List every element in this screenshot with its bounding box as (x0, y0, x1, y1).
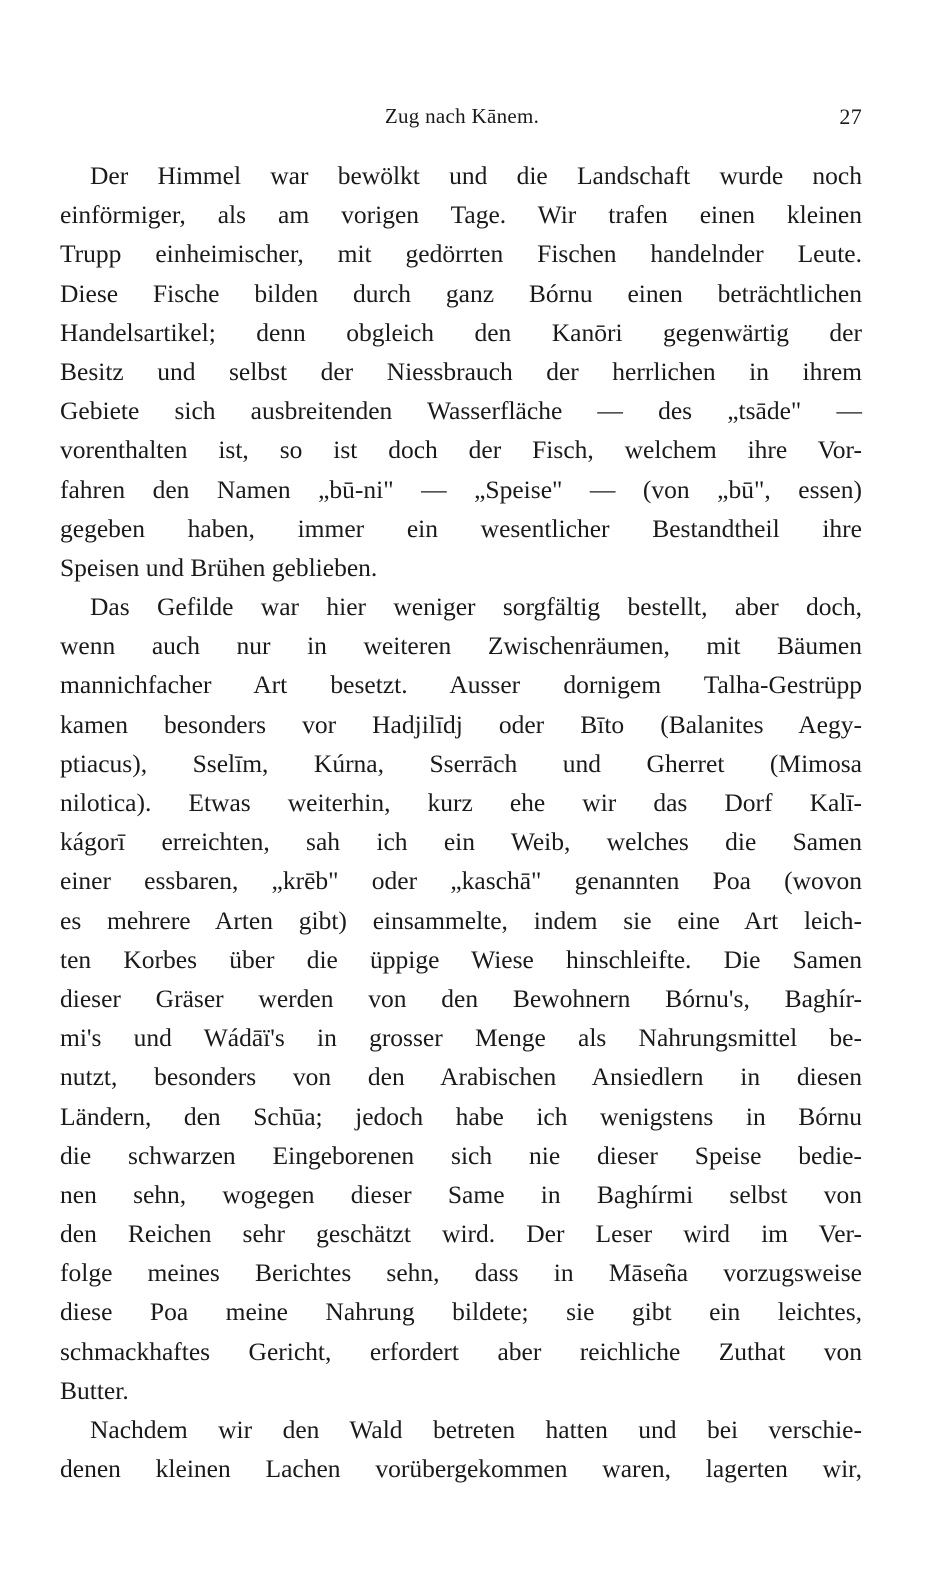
text-line: nutzt, besonders von den Arabischen Ansiedlern in diesen (60, 1062, 862, 1092)
text-line: mannichfacher Art besetzt. Ausser dornigem Talha-Gestrüpp (60, 670, 862, 700)
text-line: Das Gefilde war hier weniger sorgfältig bestellt, aber doch, (90, 592, 862, 622)
text-line: die schwarzen Eingeborenen sich nie dieser Speise bedie- (60, 1140, 862, 1170)
text-line: einer essbaren, „krēb" oder „kaschā" genannten Poa (wovon (60, 866, 862, 896)
text-line: wenn auch nur in weiteren Zwischenräumen, mit Bäumen (60, 631, 862, 661)
text-line: dieser Gräser werden von den Bewohnern Bórnu's, Baghír- (60, 983, 862, 1013)
text-line: kágorī erreichten, sah ich ein Weib, welches die Samen (60, 827, 862, 857)
text-line: gegeben haben, immer ein wesentlicher Bestandtheil ihre (60, 513, 862, 543)
text-line: schmackhaftes Gericht, erfordert aber reichliche Zuthat von (60, 1336, 862, 1366)
text-line: nilotica). Etwas weiterhin, kurz ehe wir das Dorf Kalī- (60, 788, 862, 817)
text-line: es mehrere Arten gibt) einsammelte, indem sie eine Art leich- (60, 905, 862, 935)
running-title: Zug nach Kānem. (384, 104, 540, 128)
text-line: Butter. (60, 1375, 129, 1405)
text-line: Ländern, den Schūa; jedoch habe ich wenigstens in Bórnu (60, 1101, 862, 1131)
text-line: Handelsartikel; denn obgleich den Kanōri gegenwärtig der (60, 317, 862, 347)
text-line: mi's und Wádāï's in grosser Menge als Nahrungsmittel be- (60, 1023, 862, 1053)
page-number: 27 (839, 104, 862, 129)
text-line: kamen besonders vor Hadjilīdj oder Bīto (Balanites Aegy- (60, 709, 862, 739)
text-line: Besitz und selbst der Niessbrauch der herrlichen in ihrem (60, 356, 862, 386)
text-line: diese Poa meine Nahrung bildete; sie gibt ein leichtes, (60, 1297, 862, 1327)
text-line: denen kleinen Lachen vorübergekommen waren, lagerten wir, (60, 1454, 862, 1484)
text-line: Trupp einheimischer, mit gedörrten Fischen handelnder Leute. (60, 239, 862, 269)
text-line: einförmiger, als am vorigen Tage. Wir trafen einen kleinen (60, 200, 862, 230)
text-line: folge meines Berichtes sehn, dass in Māseña vorzugsweise (60, 1258, 862, 1288)
text-line: Der Himmel war bewölkt und die Landschaft wurde noch (90, 161, 862, 190)
text-line: Gebiete sich ausbreitenden Wasserfläche — des „tsāde" — (60, 396, 862, 426)
text-line: Speisen und Brühen geblieben. (60, 552, 378, 582)
text-line: ptiacus), Sselīm, Kúrna, Sserrāch und Gherret (Mimosa (60, 748, 862, 778)
text-line: vorenthalten ist, so ist doch der Fisch, welchem ihre Vor- (60, 435, 862, 465)
text-line: nen sehn, wogegen dieser Same in Baghírmi selbst von (60, 1179, 862, 1209)
text-line: fahren den Namen „bū-ni" — „Speise" — (von „bū", essen) (60, 474, 862, 504)
running-head (62, 104, 862, 134)
body-text (60, 156, 862, 1488)
text-line: Diese Fische bilden durch ganz Bórnu einen beträchtlichen (60, 278, 862, 308)
text-line: den Reichen sehr geschätzt wird. Der Leser wird im Ver- (60, 1219, 862, 1249)
text-line: Nachdem wir den Wald betreten hatten und bei verschie- (90, 1415, 862, 1444)
text-line: ten Korbes über die üppige Wiese hinschleifte. Die Samen (60, 944, 862, 974)
